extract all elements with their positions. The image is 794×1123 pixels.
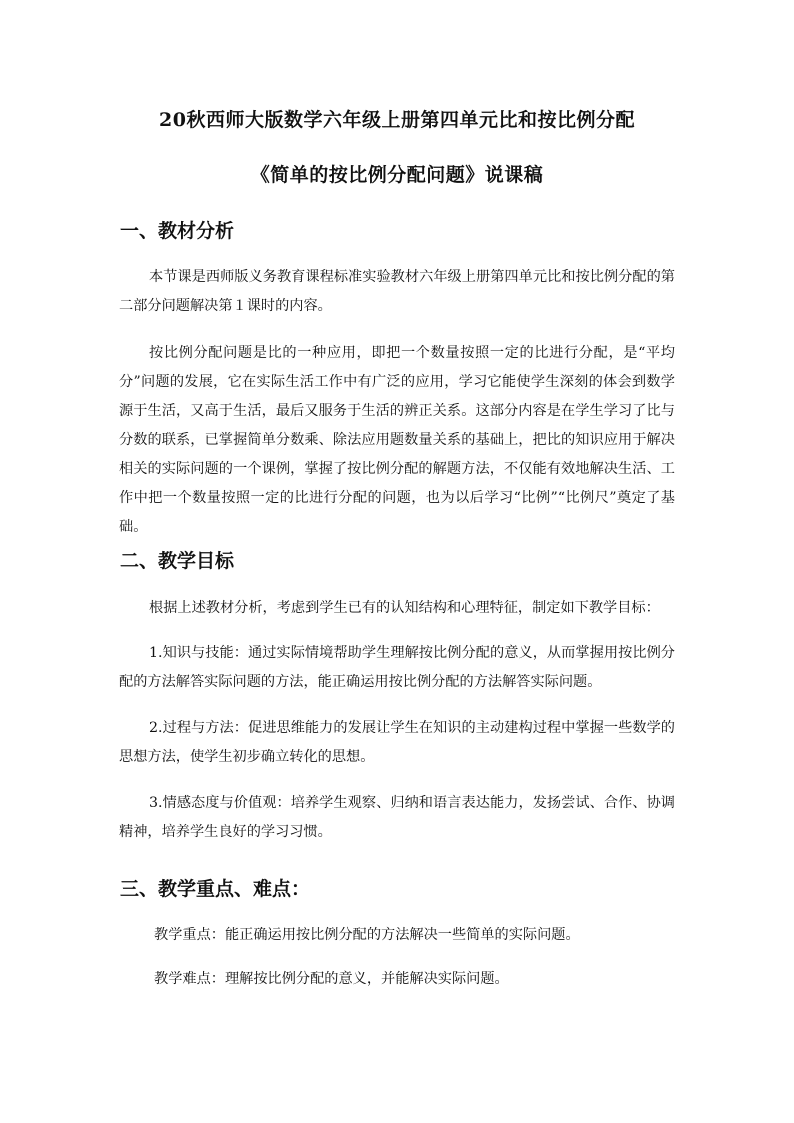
paragraph-analysis-1: 本节课是西师版义务教育课程标准实验教材六年级上册第四单元比和按比例分配的第二部分问题解决第１课时的内容。 xyxy=(119,269,675,314)
line-difficult-point: 教学难点：理解按比例分配的意义，并能解决实际问题。 xyxy=(154,971,509,987)
paragraph-objectives-intro: 根据上述教材分析，考虑到学生已有的认知结构和心理特征，制定如下教学目标： xyxy=(149,600,660,616)
paragraph-objective-attitude: 3.情感态度与价值观：培养学生观察、归纳和语言表达能力，发扬尝试、合作、协调精神，培养学生良好的学习习惯。 xyxy=(119,795,675,840)
document-title: 20秋西师大版数学六年级上册第四单元比和按比例分配 xyxy=(159,109,635,131)
line-key-point: 教学重点：能正确运用按比例分配的方法解决一些简单的实际问题。 xyxy=(154,927,580,943)
section-heading-key-points: 三、教学重点、难点： xyxy=(120,878,311,900)
paragraph-objective-knowledge: 1.知识与技能：通过实际情境帮助学生理解按比例分配的意义，从而掌握用按比例分配的方法解答实际问题的方法，能正确运用按比例分配的方法解答实际问题。 xyxy=(119,645,675,690)
document-subtitle: 《简单的按比例分配问题》说课稿 xyxy=(250,164,544,186)
section-heading-analysis: 一、教材分析 xyxy=(120,220,235,242)
paragraph-analysis-2: 按比例分配问题是比的一种应用，即把一个数量按照一定的比进行分配，是“平均分”问题的发展，它在实际生活工作中有广泛的应用，学习它能使学生深刻的体会到数学源于生活，又高于生活，最后又服务于生活的辨正关系。这部分内容是在学生学习了比与分数的联系，已掌握简单分数乘、除法应用题数量关系的基础上，把比的知识应用于解决相关的实际问题的一个课例，掌握了按比例分配的解题方法，不仅能有效地解决生活、工作中把一个数量按照一定的比进行分配的问题，也为以后学习“比例”“比例尺”奠定了基础。 xyxy=(119,345,675,535)
paragraph-objective-process: 2.过程与方法：促进思维能力的发展让学生在知识的主动建构过程中掌握一些数学的思想方法，使学生初步确立转化的思想。 xyxy=(119,720,675,765)
section-heading-objectives: 二、教学目标 xyxy=(120,550,235,572)
